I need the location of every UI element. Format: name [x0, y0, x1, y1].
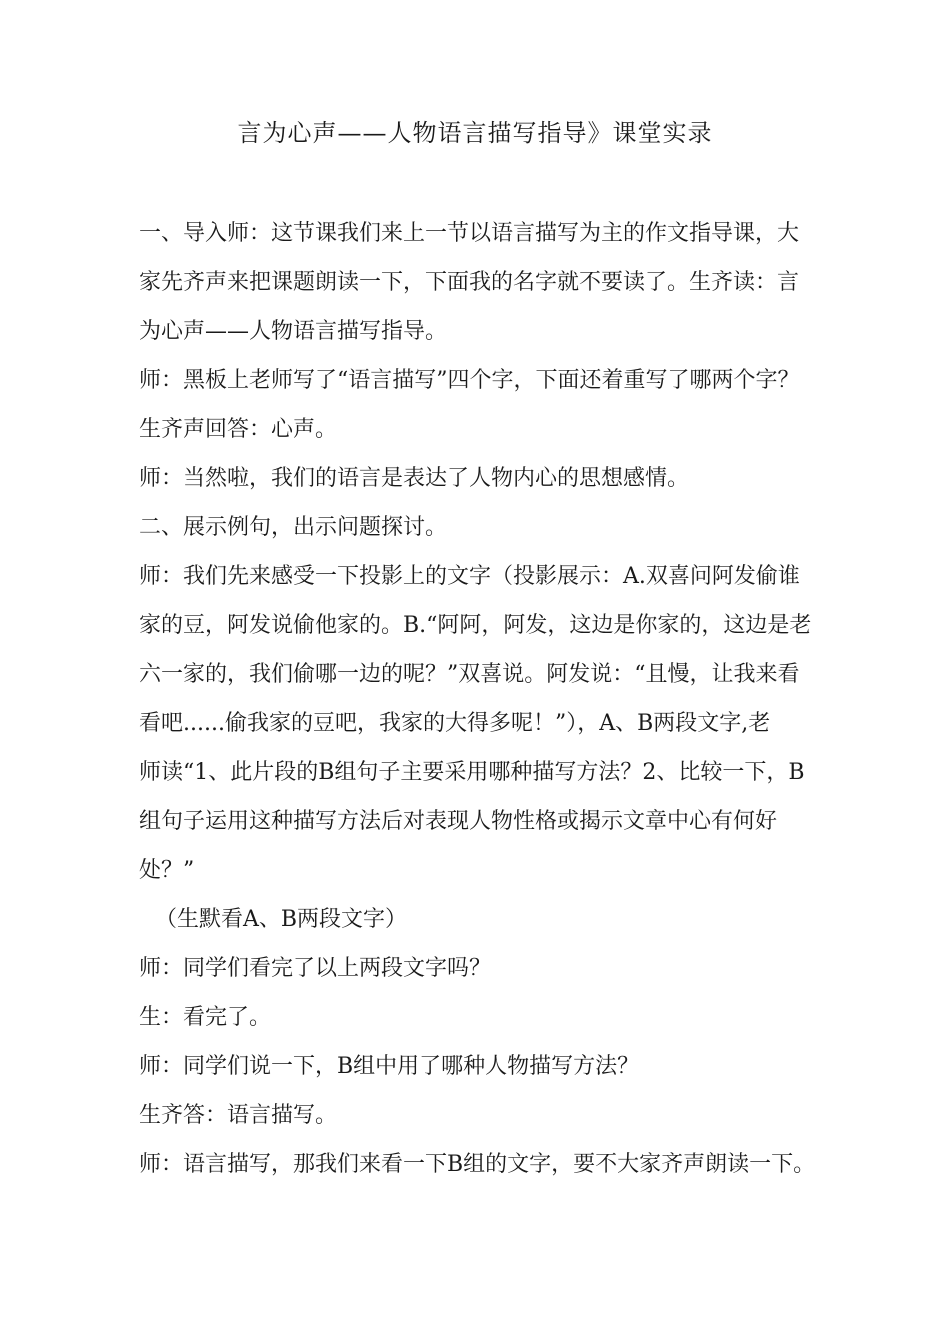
paragraph-line: 处？”	[139, 858, 195, 883]
document-body	[139, 209, 829, 1189]
paragraph-line: 组句子运用这种描写方法后对表现人物性格或揭示文章中心有何好	[139, 809, 778, 834]
paragraph-line: 六一家的，我们偷哪一边的呢？”双喜说。阿发说：“且慢，让我来看	[139, 662, 800, 687]
paragraph-line: 一、导入师：这节课我们来上一节以语言描写为主的作文指导课，大	[139, 221, 800, 246]
paragraph-line: 师：同学们说一下，B组中用了哪种人物描写方法？	[139, 1054, 640, 1079]
paragraph-line: 二、展示例句，出示问题探讨。	[139, 515, 448, 540]
paragraph-line: 家先齐声来把课题朗读一下，下面我的名字就不要读了。生齐读：言	[139, 270, 800, 295]
document-title: 言为心声——人物语言描写指导》课堂实录	[237, 119, 713, 147]
paragraph-line: 师：当然啦，我们的语言是表达了人物内心的思想感情。	[139, 466, 690, 491]
paragraph-line: 师读“1、此片段的B组句子主要采用哪种描写方法？2、比较一下，B	[139, 760, 805, 785]
paragraph-line: 看吧......偷我家的豆吧，我家的大得多呢！”），A、B两段文字,老	[139, 711, 771, 736]
paragraph-line: 师：黑板上老师写了“语言描写”四个字，下面还着重写了哪两个字？	[139, 368, 800, 393]
paragraph-line: 师：同学们看完了以上两段文字吗？	[139, 956, 492, 981]
paragraph-line: 为心声——人物语言描写指导。	[139, 319, 448, 344]
paragraph-line: 师：语言描写，那我们来看一下B组的文字，要不大家齐声朗读一下。	[139, 1152, 816, 1177]
paragraph-line: 生齐声回答：心声。	[139, 417, 338, 442]
paragraph-line: 生：看完了。	[139, 1005, 272, 1030]
paragraph-line: （生默看A、B两段文字）	[155, 907, 408, 932]
paragraph-line: 家的豆，阿发说偷他家的。B.“阿阿，阿发，这边是你家的，这边是老	[139, 613, 812, 638]
paragraph-line: 师：我们先来感受一下投影上的文字（投影展示：A.双喜问阿发偷谁	[139, 564, 800, 589]
paragraph-line: 生齐答：语言描写。	[139, 1103, 338, 1128]
